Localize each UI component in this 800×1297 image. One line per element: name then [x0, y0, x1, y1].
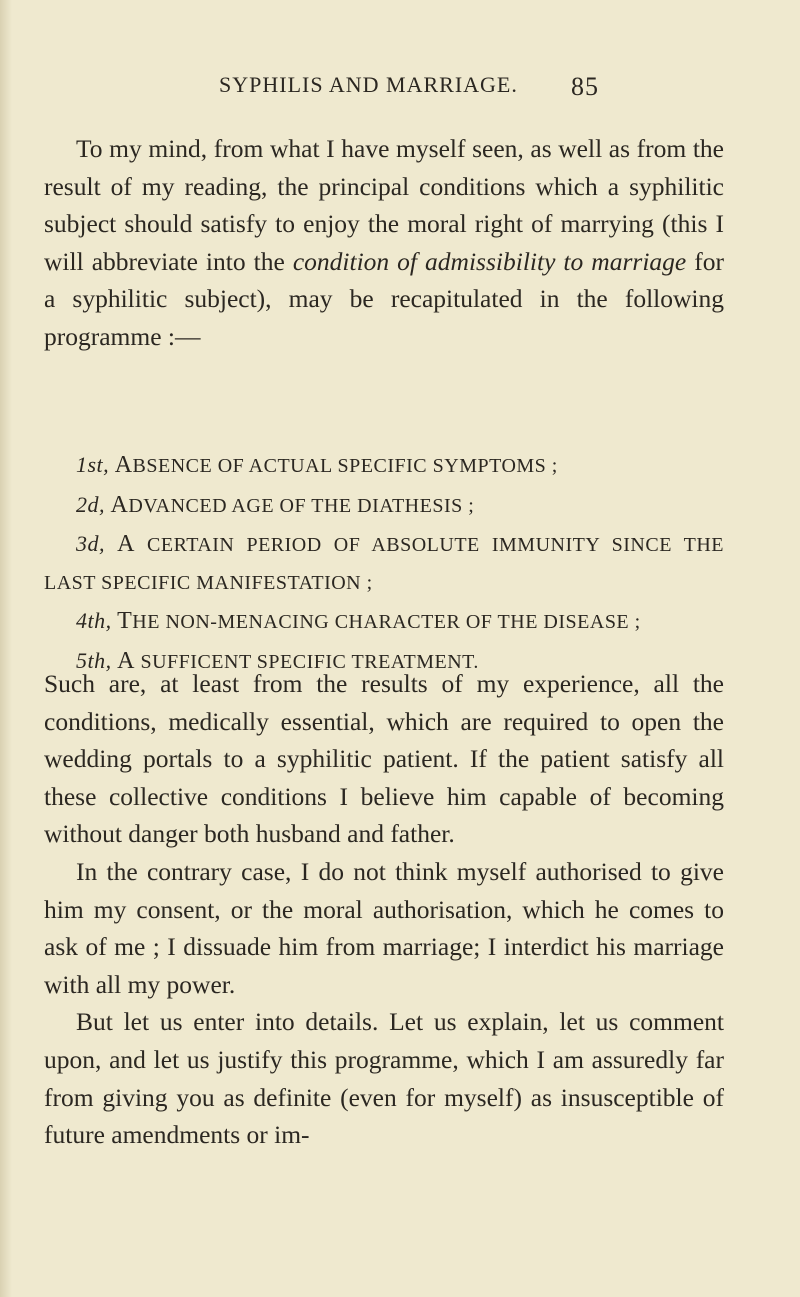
list-item-text: CERTAIN PERIOD OF ABSOLUTE IMMUNITY SINCE THE LAST SPECIFIC MANIFESTATION ;	[44, 534, 725, 594]
page-edge-shadow	[0, 0, 12, 1297]
list-item-initial: A	[114, 452, 133, 478]
list-item-initial: A	[117, 647, 135, 674]
list-item-text: HE NON-MENACING CHARACTER OF THE DISEASE ;	[132, 611, 641, 634]
paragraph-intro	[44, 130, 724, 356]
list-item-number: 2d,	[76, 491, 105, 517]
list-item	[44, 446, 724, 486]
paragraph-contrary-case: In the contrary case, I do not think myself authorised to give him my consent, or the moral authorisation, which he comes to ask of me ; I dissuade him from marriage; I interdict his marriage with all my power.	[44, 856, 724, 999]
list-item-number: 3d,	[76, 531, 105, 557]
list-item-text: DVANCED AGE OF THE DIATHESIS ;	[128, 494, 475, 517]
list-item	[44, 486, 724, 526]
paragraph-details: But let us enter into details. Let us explain, let us comment upon, and let us justify this programme, which I am assuredly far from giving you as definite (even for myself) as insusceptible of future amendments or im-	[44, 1007, 724, 1150]
list-item-text: SUFFICENT SPECIFIC TREATMENT.	[134, 650, 479, 673]
list-item-number: 4th,	[76, 608, 112, 634]
list-item-number: 1st,	[76, 452, 110, 477]
list-item-initial: A	[110, 491, 129, 518]
running-title: SYPHILIS AND MARRIAGE.	[219, 72, 518, 97]
running-header	[219, 72, 599, 106]
intro-text-end: for a syphilitic subject), may be recapitulated in the following programme :—	[44, 246, 725, 351]
list-item	[44, 525, 724, 602]
paragraph-block-2	[44, 665, 724, 1154]
list-item-initial: A	[117, 531, 135, 558]
conditions-list	[44, 446, 724, 682]
paragraph-conclusion: Such are, at least from the results of my experience, all the conditions, medically essential, which are required to open the wedding portals to a syphilitic patient. If the patient satisfy all these collective conditions I believe him capable of becoming without danger both husband and father.	[44, 669, 724, 849]
list-item-initial: T	[117, 608, 133, 635]
intro-italic-phrase: condition of admissibility to marriage	[292, 246, 687, 276]
intro-text-start: To my mind, from what I have myself seen, as well as from the result of my reading, the principal conditions which a syphilitic subject should satisfy to enjoy the moral right of marrying (this I will abbreviate into the	[44, 134, 724, 276]
page-number: 85	[571, 72, 599, 101]
list-item	[44, 602, 724, 642]
list-item-number: 5th,	[76, 647, 112, 673]
list-item-text: BSENCE OF ACTUAL SPECIFIC SYMPTOMS ;	[132, 455, 558, 477]
